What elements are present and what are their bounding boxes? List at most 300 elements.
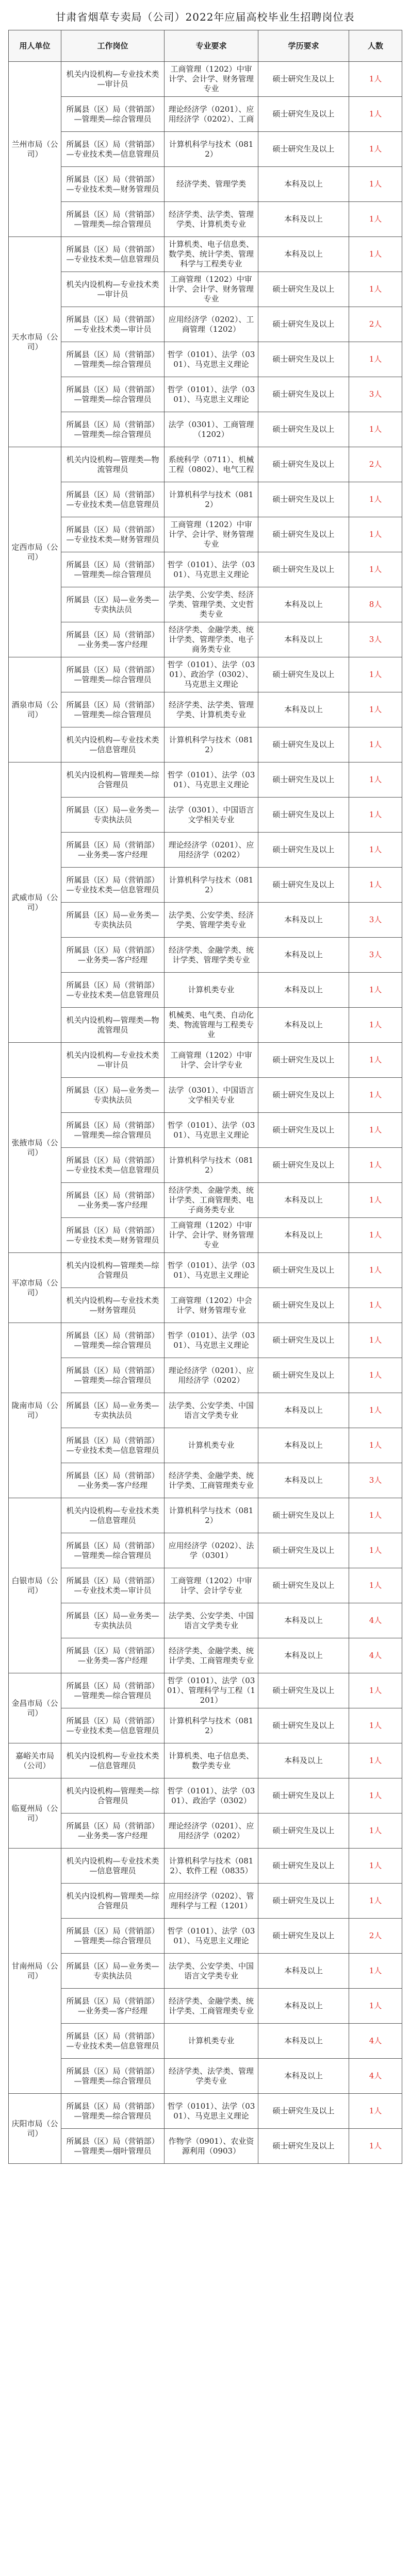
cell-major: 哲学（0101）、法学（0301）、政治学（0302）、马克思主义理论: [165, 657, 258, 692]
cell-post: 所属县（区）局（营销部）—专业技术类—信息管理员: [61, 1428, 165, 1463]
table-row: [9, 1884, 402, 1919]
cell-edu: 硕士研究生及以上: [258, 1533, 349, 1568]
cell-count: 1人: [349, 798, 402, 833]
table-row: [9, 1078, 402, 1113]
cell-count: 1人: [349, 482, 402, 517]
cell-post: 机关内设机构—管理类—物流管理员: [61, 1008, 165, 1043]
cell-edu: 本科及以上: [258, 1428, 349, 1463]
cell-post: 所属县（区）局（营销部）—业务类—客户经理: [61, 833, 165, 868]
cell-count: 1人: [349, 97, 402, 132]
cell-major: 计算机科学与技术（0812）: [165, 132, 258, 167]
cell-post: 机关内设机构—专业技术类—信息管理员: [61, 1498, 165, 1533]
cell-count: 1人: [349, 1148, 402, 1183]
cell-post: 所属县（区）局（营销部）—专业技术类—财务管理员: [61, 167, 165, 202]
cell-major: 应用经济学（0202）、工商管理（1202）: [165, 307, 258, 342]
cell-edu: 硕士研究生及以上: [258, 798, 349, 833]
cell-edu: 硕士研究生及以上: [258, 97, 349, 132]
cell-edu: 本科及以上: [258, 692, 349, 727]
cell-count: 1人: [349, 1814, 402, 1849]
cell-post: 机关内设机构—管理类—综合管理员: [61, 762, 165, 798]
cell-edu: 硕士研究生及以上: [258, 447, 349, 482]
table-row: [9, 272, 402, 307]
cell-major: 经济学类、金融学类、统计学类、工商管理类、电子商务类专业: [165, 1183, 258, 1218]
recruitment-table: [8, 30, 402, 2164]
cell-count: 1人: [349, 1849, 402, 1884]
table-row: [9, 1393, 402, 1428]
table-row: [9, 657, 402, 692]
cell-major: 作物学（0901）、农业资源利用（0903）: [165, 2129, 258, 2164]
cell-edu: 硕士研究生及以上: [258, 1113, 349, 1148]
cell-city: 庆阳市局（公司）: [9, 2094, 61, 2164]
cell-count: 1人: [349, 1218, 402, 1253]
cell-count: 4人: [349, 1638, 402, 1673]
cell-edu: 硕士研究生及以上: [258, 342, 349, 377]
cell-count: 1人: [349, 762, 402, 798]
cell-edu: 本科及以上: [258, 587, 349, 622]
table-row: [9, 1323, 402, 1358]
table-row: [9, 1673, 402, 1708]
cell-major: 法学类、公安学类、中国语言文学类专业: [165, 1603, 258, 1638]
header-post: 工作岗位: [61, 30, 165, 62]
cell-count: 1人: [349, 2094, 402, 2129]
cell-major: 经济学类、法学类、管理学类、计算机类专业: [165, 202, 258, 237]
cell-edu: 硕士研究生及以上: [258, 517, 349, 552]
cell-count: 1人: [349, 868, 402, 903]
table-row: [9, 1043, 402, 1078]
cell-count: 1人: [349, 202, 402, 237]
cell-count: 1人: [349, 1288, 402, 1323]
table-row: [9, 692, 402, 727]
cell-major: 经济学类、金融学类、统计学类、管理学类专业: [165, 938, 258, 973]
cell-major: 工商管理（1202）中审计学、会计学、财务管理专业: [165, 517, 258, 552]
cell-major: 理论经济学（0201）、应用经济学（0202）: [165, 1358, 258, 1393]
cell-major: 工商管理（1202）中审计学、会计学、财务管理专业: [165, 62, 258, 97]
cell-post: 所属县（区）局（营销部）—管理类—综合管理员: [61, 1673, 165, 1708]
cell-edu: 本科及以上: [258, 2024, 349, 2059]
cell-count: 1人: [349, 167, 402, 202]
cell-count: 3人: [349, 1463, 402, 1498]
cell-post: 所属县（区）局（营销部）—管理类—综合管理员: [61, 2059, 165, 2094]
cell-edu: 硕士研究生及以上: [258, 1778, 349, 1814]
cell-post: 所属县（区）局（营销部）—管理类—综合管理员: [61, 97, 165, 132]
table-row: [9, 1288, 402, 1323]
cell-edu: 硕士研究生及以上: [258, 482, 349, 517]
cell-count: 1人: [349, 237, 402, 272]
cell-count: 1人: [349, 973, 402, 1008]
cell-major: 理论经济学（0201）、应用经济学（0202）: [165, 833, 258, 868]
cell-edu: 本科及以上: [258, 1603, 349, 1638]
cell-city: 陇南市局（公司）: [9, 1323, 61, 1498]
cell-major: 工商管理（1202）中审计学、会计学、财务管理专业: [165, 272, 258, 307]
cell-count: 1人: [349, 1884, 402, 1919]
cell-count: 1人: [349, 1323, 402, 1358]
cell-major: 哲学（0101）、法学（0301）、马克思主义理论: [165, 377, 258, 412]
cell-count: 1人: [349, 1954, 402, 1989]
cell-post: 机关内设机构—专业技术类—信息管理员: [61, 727, 165, 762]
cell-city: 嘉峪关市局（公司）: [9, 1743, 61, 1778]
cell-edu: 本科及以上: [258, 1218, 349, 1253]
cell-post: 所属县（区）局（营销部）—专业技术类—审计员: [61, 1568, 165, 1603]
cell-edu: 硕士研究生及以上: [258, 1849, 349, 1884]
cell-post: 机关内设机构—管理类—综合管理员: [61, 1253, 165, 1288]
table-row: [9, 2129, 402, 2164]
header-major: 专业要求: [165, 30, 258, 62]
cell-count: 1人: [349, 833, 402, 868]
cell-post: 所属县（区）局（营销部）—管理类—综合管理员: [61, 377, 165, 412]
table-row: [9, 377, 402, 412]
cell-post: 所属县（区）局（营销部）—管理类—综合管理员: [61, 657, 165, 692]
table-row: [9, 762, 402, 798]
table-row: [9, 1218, 402, 1253]
cell-post: 所属县（区）局（营销部）—专业技术类—财务管理员: [61, 517, 165, 552]
table-row: [9, 447, 402, 482]
cell-edu: 本科及以上: [258, 1743, 349, 1778]
cell-post: 所属县（区）局（营销部）—管理类—综合管理员: [61, 552, 165, 587]
cell-count: 1人: [349, 1989, 402, 2024]
cell-count: 1人: [349, 1253, 402, 1288]
cell-city: 金昌市局（公司）: [9, 1673, 61, 1743]
cell-major: 理论经济学（0201）、应用经济学（0202）、工商: [165, 97, 258, 132]
table-row: [9, 1253, 402, 1288]
table-row: [9, 1638, 402, 1673]
cell-major: 法学类、公安学类、中国语言文学类专业: [165, 1954, 258, 1989]
cell-count: 1人: [349, 1183, 402, 1218]
cell-post: 所属县（区）局—业务类—专卖执法员: [61, 1393, 165, 1428]
cell-city: 酒泉市局（公司）: [9, 657, 61, 762]
cell-edu: 硕士研究生及以上: [258, 1078, 349, 1113]
cell-edu: 硕士研究生及以上: [258, 1673, 349, 1708]
table-row: [9, 727, 402, 762]
cell-major: 哲学（0101）、法学（0301）、马克思主义理论: [165, 1323, 258, 1358]
cell-post: 所属县（区）局—业务类—专卖执法员: [61, 587, 165, 622]
cell-count: 1人: [349, 1008, 402, 1043]
table-row: [9, 903, 402, 938]
cell-post: 所属县（区）局（营销部）—管理类—综合管理员: [61, 202, 165, 237]
cell-major: 计算机类专业: [165, 973, 258, 1008]
cell-major: 系统科学（0711）、机械工程（0802）、电气工程: [165, 447, 258, 482]
cell-edu: 硕士研究生及以上: [258, 1253, 349, 1288]
table-row: [9, 1498, 402, 1533]
document-title: 甘肃省烟草专卖局（公司）2022年应届高校毕业生招聘岗位表: [55, 11, 355, 23]
cell-city: 天水市局（公司）: [9, 237, 61, 447]
cell-post: 机关内设机构—管理类—综合管理员: [61, 1778, 165, 1814]
cell-count: 1人: [349, 342, 402, 377]
cell-count: 1人: [349, 1778, 402, 1814]
cell-edu: 本科及以上: [258, 2059, 349, 2094]
cell-edu: 硕士研究生及以上: [258, 132, 349, 167]
cell-post: 机关内设机构—专业技术类—信息管理员: [61, 1743, 165, 1778]
cell-post: 所属县（区）局（营销部）—业务类—客户经理: [61, 938, 165, 973]
cell-major: 工商管理（1202）中审计学、会计学专业: [165, 1043, 258, 1078]
cell-post: 所属县（区）局（营销部）—管理类—烟叶管理员: [61, 2129, 165, 2164]
cell-major: 经济学类、管理学类: [165, 167, 258, 202]
cell-edu: 硕士研究生及以上: [258, 412, 349, 447]
cell-major: 法学（0301）、中国语言文学相关专业: [165, 1078, 258, 1113]
table-row: [9, 1008, 402, 1043]
cell-city: 甘南州局（公司）: [9, 1849, 61, 2094]
cell-post: 所属县（区）局（营销部）—专业技术类—信息管理员: [61, 1148, 165, 1183]
cell-edu: 本科及以上: [258, 1638, 349, 1673]
cell-major: 应用经济学（0202）、管理科学与工程（1201）: [165, 1884, 258, 1919]
cell-major: 计算机科学与技术（0812）、软件工程（0835）: [165, 1849, 258, 1884]
cell-edu: 本科及以上: [258, 202, 349, 237]
cell-count: 1人: [349, 1743, 402, 1778]
cell-edu: 硕士研究生及以上: [258, 1288, 349, 1323]
cell-edu: 本科及以上: [258, 1989, 349, 2024]
cell-post: 机关内设机构—专业技术类—审计员: [61, 1043, 165, 1078]
cell-post: 所属县（区）局—业务类—专卖执法员: [61, 1954, 165, 1989]
cell-post: 所属县（区）局（营销部）—管理类—综合管理员: [61, 692, 165, 727]
table-row: [9, 1743, 402, 1778]
cell-edu: 本科及以上: [258, 1954, 349, 1989]
table-row: [9, 868, 402, 903]
cell-city: 临夏州局（公司）: [9, 1778, 61, 1849]
cell-city: 兰州市局（公司）: [9, 62, 61, 237]
cell-count: 1人: [349, 132, 402, 167]
cell-major: 应用经济学（0202）、法学（0301）: [165, 1533, 258, 1568]
cell-edu: 本科及以上: [258, 1393, 349, 1428]
cell-count: 2人: [349, 1919, 402, 1954]
cell-edu: 硕士研究生及以上: [258, 552, 349, 587]
cell-post: 机关内设机构—专业技术类—信息管理员: [61, 1849, 165, 1884]
cell-post: 所属县（区）局—业务类—专卖执法员: [61, 1078, 165, 1113]
cell-post: 所属县（区）局（营销部）—管理类—综合管理员: [61, 412, 165, 447]
cell-post: 所属县（区）局（营销部）—业务类—客户经理: [61, 1463, 165, 1498]
cell-edu: 硕士研究生及以上: [258, 1498, 349, 1533]
cell-edu: 硕士研究生及以上: [258, 727, 349, 762]
table-row: [9, 1358, 402, 1393]
cell-post: 所属县（区）局—业务类—专卖执法员: [61, 1603, 165, 1638]
cell-edu: 硕士研究生及以上: [258, 2094, 349, 2129]
cell-major: 哲学（0101）、法学（0301）、马克思主义理论: [165, 1919, 258, 1954]
cell-post: 所属县（区）局（营销部）—业务类—客户经理: [61, 1183, 165, 1218]
table-row: [9, 1849, 402, 1884]
cell-edu: 硕士研究生及以上: [258, 2129, 349, 2164]
table-row: [9, 202, 402, 237]
cell-edu: 硕士研究生及以上: [258, 1568, 349, 1603]
cell-major: 经济学类、金融学类、统计学类、工商管理类专业: [165, 1989, 258, 2024]
cell-edu: 本科及以上: [258, 237, 349, 272]
table-row: [9, 342, 402, 377]
cell-post: 所属县（区）局（营销部）—管理类—综合管理员: [61, 1919, 165, 1954]
cell-edu: 本科及以上: [258, 1008, 349, 1043]
cell-major: 哲学（0101）、法学（0301）、马克思主义理论: [165, 552, 258, 587]
cell-count: 1人: [349, 1043, 402, 1078]
cell-post: 所属县（区）局（营销部）—业务类—客户经理: [61, 1814, 165, 1849]
cell-edu: 硕士研究生及以上: [258, 1323, 349, 1358]
cell-edu: 硕士研究生及以上: [258, 62, 349, 97]
table-row: [9, 307, 402, 342]
table-row: [9, 1919, 402, 1954]
cell-count: 1人: [349, 1113, 402, 1148]
cell-edu: 硕士研究生及以上: [258, 307, 349, 342]
cell-major: 法学（0301）、中国语言文学相关专业: [165, 798, 258, 833]
cell-edu: 本科及以上: [258, 1463, 349, 1498]
cell-major: 计算机类、电子信息类、数学类专业: [165, 1743, 258, 1778]
cell-post: 所属县（区）局（营销部）—管理类—综合管理员: [61, 1113, 165, 1148]
cell-count: 1人: [349, 1358, 402, 1393]
cell-count: 1人: [349, 517, 402, 552]
table-row: [9, 482, 402, 517]
table-body: [9, 62, 402, 2164]
cell-city: 定西市局（公司）: [9, 447, 61, 657]
cell-post: 所属县（区）局（营销部）—专业技术类—信息管理员: [61, 482, 165, 517]
table-row: [9, 1814, 402, 1849]
table-row: [9, 2059, 402, 2094]
table-row: [9, 167, 402, 202]
cell-major: 法学（0301）、工商管理（1202）: [165, 412, 258, 447]
cell-edu: 硕士研究生及以上: [258, 377, 349, 412]
table-row: [9, 587, 402, 622]
cell-post: 所属县（区）局（营销部）—管理类—综合管理员: [61, 2094, 165, 2129]
header-city: 用人单位: [9, 30, 61, 62]
cell-major: 经济学类、法学类、管理学类、计算机类专业: [165, 692, 258, 727]
table-row: [9, 1568, 402, 1603]
cell-edu: 本科及以上: [258, 622, 349, 657]
table-row: [9, 97, 402, 132]
table-row: [9, 1148, 402, 1183]
table-row: [9, 2024, 402, 2059]
table-row: [9, 1533, 402, 1568]
cell-count: 1人: [349, 1533, 402, 1568]
cell-post: 所属县（区）局（营销部）—业务类—客户经理: [61, 1989, 165, 2024]
cell-post: 机关内设机构—专业技术类—审计员: [61, 272, 165, 307]
table-row: [9, 833, 402, 868]
cell-major: 经济学类、金融学类、统计学类、管理学类、电子商务类专业: [165, 622, 258, 657]
cell-post: 所属县（区）局（营销部）—管理类—综合管理员: [61, 342, 165, 377]
cell-major: 计算机科学与技术（0812）: [165, 868, 258, 903]
header-count: 人数: [349, 30, 402, 62]
table-row: [9, 973, 402, 1008]
cell-major: 计算机类专业: [165, 2024, 258, 2059]
cell-major: 经济学类、金融学类、统计学类、工商管理类专业: [165, 1463, 258, 1498]
cell-post: 所属县（区）局—业务类—专卖执法员: [61, 798, 165, 833]
cell-major: 经济学类、金融学类、统计学类、工商管理类专业: [165, 1638, 258, 1673]
table-row: [9, 1989, 402, 2024]
cell-count: 1人: [349, 1078, 402, 1113]
cell-major: 工商管理（1202）中审计学、会计学、财务管理专业: [165, 1218, 258, 1253]
cell-major: 法学类、公安学类、中国语言文学类专业: [165, 1393, 258, 1428]
cell-major: 哲学（0101）、法学（0301）、马克思主义理论: [165, 342, 258, 377]
cell-major: 法学类、公安学类、经济学类、管理学类、文史哲类专业: [165, 587, 258, 622]
table-row: [9, 1428, 402, 1463]
cell-edu: 本科及以上: [258, 973, 349, 1008]
header-edu: 学历要求: [258, 30, 349, 62]
cell-major: 哲学（0101）、法学（0301）、管理科学与工程（1201）: [165, 1673, 258, 1708]
cell-major: 计算机类、电子信息类、数学类、统计学类、管理科学与工程类专业: [165, 237, 258, 272]
cell-major: 哲学（0101）、法学（0301）、马克思主义理论: [165, 762, 258, 798]
cell-post: 所属县（区）局（营销部）—专业技术类—信息管理员: [61, 132, 165, 167]
cell-edu: 硕士研究生及以上: [258, 762, 349, 798]
cell-count: 4人: [349, 1603, 402, 1638]
cell-count: 1人: [349, 552, 402, 587]
table-row: [9, 1113, 402, 1148]
cell-major: 哲学（0101）、法学（0301）、马克思主义理论: [165, 2094, 258, 2129]
table-row: [9, 412, 402, 447]
table-row: [9, 1463, 402, 1498]
cell-edu: 硕士研究生及以上: [258, 1708, 349, 1743]
table-row: [9, 622, 402, 657]
cell-major: 哲学（0101）、法学（0301）、马克思主义理论: [165, 1113, 258, 1148]
cell-post: 所属县（区）局（营销部）—业务类—客户经理: [61, 622, 165, 657]
cell-count: 3人: [349, 622, 402, 657]
cell-post: 所属县（区）局（营销部）—业务类—客户经理: [61, 1638, 165, 1673]
cell-count: 4人: [349, 2059, 402, 2094]
cell-city: 平凉市局（公司）: [9, 1253, 61, 1323]
cell-count: 1人: [349, 657, 402, 692]
cell-city: 张掖市局（公司）: [9, 1043, 61, 1253]
cell-count: 2人: [349, 447, 402, 482]
cell-count: 1人: [349, 692, 402, 727]
cell-major: 法学类、公安学类、经济学类、管理学类专业: [165, 903, 258, 938]
cell-major: 计算机科学与技术（0812）: [165, 1148, 258, 1183]
cell-post: 机关内设机构—专业技术类—财务管理员: [61, 1288, 165, 1323]
cell-count: 2人: [349, 307, 402, 342]
cell-count: 3人: [349, 938, 402, 973]
cell-count: 1人: [349, 1393, 402, 1428]
table-row: [9, 552, 402, 587]
cell-count: 1人: [349, 1673, 402, 1708]
table-row: [9, 2094, 402, 2129]
cell-count: 1人: [349, 1708, 402, 1743]
cell-post: 所属县（区）局（营销部）—管理类—综合管理员: [61, 1358, 165, 1393]
cell-edu: 硕士研究生及以上: [258, 868, 349, 903]
table-row: [9, 1603, 402, 1638]
cell-major: 计算机科学与技术（0812）: [165, 727, 258, 762]
cell-count: 3人: [349, 377, 402, 412]
cell-edu: 本科及以上: [258, 903, 349, 938]
cell-count: 4人: [349, 2024, 402, 2059]
cell-count: 1人: [349, 62, 402, 97]
cell-major: 经济学类、法学类、管理学类专业: [165, 2059, 258, 2094]
table-header-row: [9, 30, 402, 62]
cell-post: 所属县（区）局（营销部）—专业技术类—审计员: [61, 307, 165, 342]
cell-count: 1人: [349, 272, 402, 307]
cell-post: 所属县（区）局（营销部）—专业技术类—信息管理员: [61, 868, 165, 903]
cell-edu: 本科及以上: [258, 167, 349, 202]
cell-major: 哲学（0101）、法学（0301）、政治学（0302）: [165, 1778, 258, 1814]
cell-post: 所属县（区）局—业务类—专卖执法员: [61, 903, 165, 938]
cell-count: 1人: [349, 412, 402, 447]
table-row: [9, 237, 402, 272]
cell-post: 所属县（区）局（营销部）—专业技术类—信息管理员: [61, 1708, 165, 1743]
cell-edu: 硕士研究生及以上: [258, 1884, 349, 1919]
table-row: [9, 938, 402, 973]
cell-edu: 硕士研究生及以上: [258, 1358, 349, 1393]
cell-major: 计算机科学与技术（0812）: [165, 1498, 258, 1533]
cell-edu: 本科及以上: [258, 1183, 349, 1218]
cell-post: 机关内设机构—管理类—综合管理员: [61, 1884, 165, 1919]
cell-edu: 本科及以上: [258, 938, 349, 973]
cell-post: 所属县（区）局（营销部）—管理类—综合管理员: [61, 1323, 165, 1358]
cell-edu: 硕士研究生及以上: [258, 657, 349, 692]
cell-post: 机关内设机构—管理类—物流管理员: [61, 447, 165, 482]
cell-edu: 硕士研究生及以上: [258, 272, 349, 307]
cell-count: 1人: [349, 727, 402, 762]
table-row: [9, 517, 402, 552]
cell-edu: 硕士研究生及以上: [258, 833, 349, 868]
table-row: [9, 1778, 402, 1814]
cell-count: 1人: [349, 2129, 402, 2164]
cell-major: 哲学（0101）、法学（0301）、马克思主义理论: [165, 1253, 258, 1288]
cell-count: 8人: [349, 587, 402, 622]
table-row: [9, 62, 402, 97]
cell-city: 武威市局（公司）: [9, 762, 61, 1043]
cell-count: 3人: [349, 903, 402, 938]
cell-post: 机关内设机构—专业技术类—审计员: [61, 62, 165, 97]
cell-major: 理论经济学（0201）、应用经济学（0202）: [165, 1814, 258, 1849]
cell-major: 机械类、电气类、自动化类、物流管理与工程类专业: [165, 1008, 258, 1043]
